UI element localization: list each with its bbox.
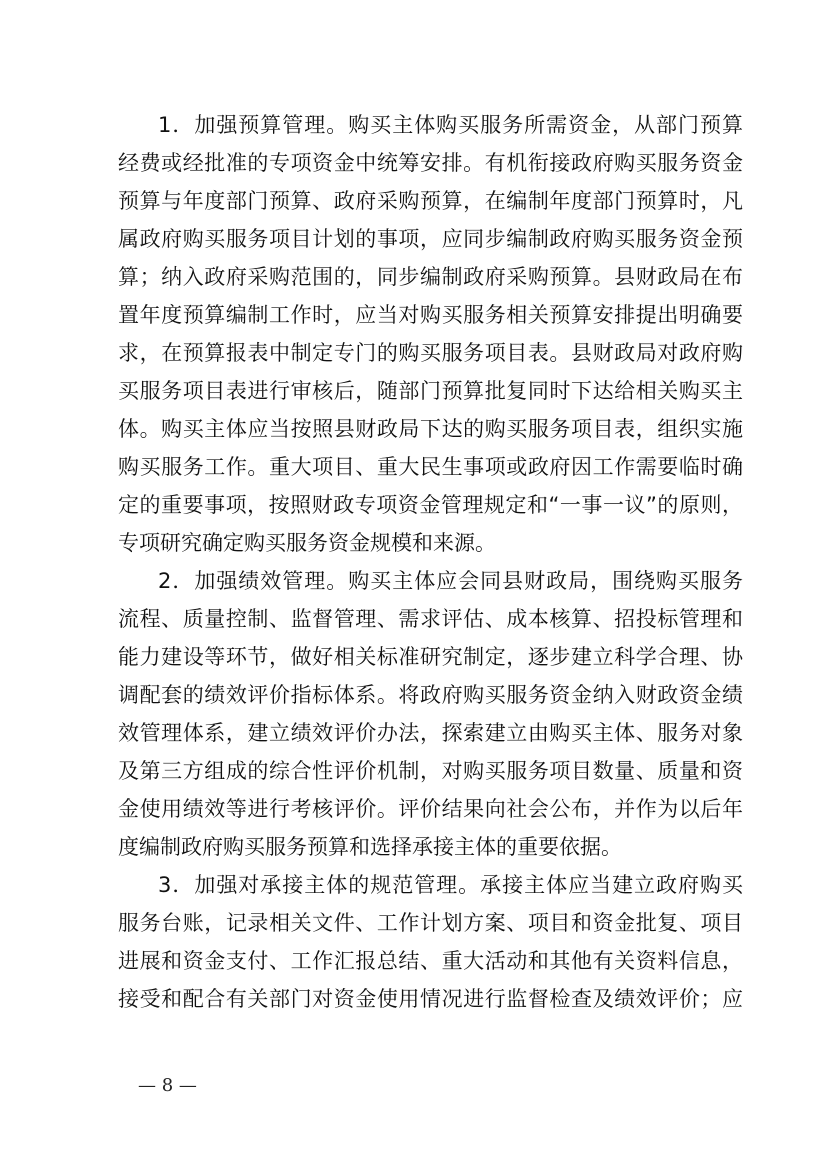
paragraph-3-line: 进展和资金支付、工作汇报总结、重大活动和其他有关资料信息， (118, 949, 743, 973)
paragraph-3-line: 服务台账，记录相关文件、工作计划方案、项目和资金批复、项目 (118, 911, 743, 935)
paragraph-3-line: 接受和配合有关部门对资金使用情况进行监督检查及绩效评价；应 (118, 987, 743, 1011)
paragraph-2-line: 流程、质量控制、监督管理、需求评估、成本核算、招投标管理和 (118, 607, 743, 631)
paragraph-1-line: 经费或经批准的专项资金中统筹安排。有机衔接政府购买服务资金 (118, 151, 743, 175)
paragraph-1-line: 体。购买主体应当按照县财政局下达的购买服务项目表，组织实施 (118, 417, 743, 441)
paragraph-2-line: 2．加强绩效管理。购买主体应会同县财政局，围绕购买服务 (158, 569, 743, 593)
paragraph-1-line: 买服务项目表进行审核后，随部门预算批复同时下达给相关购买主 (118, 379, 743, 403)
paragraph-1-line: 属政府购买服务项目计划的事项，应同步编制政府购买服务资金预 (118, 227, 743, 251)
paragraph-1-line: 购买服务工作。重大项目、重大民生事项或政府因工作需要临时确 (118, 455, 743, 479)
paragraph-3-line: 3．加强对承接主体的规范管理。承接主体应当建立政府购买 (158, 873, 743, 897)
paragraph-1-line: 置年度预算编制工作时，应当对购买服务相关预算安排提出明确要 (118, 303, 743, 327)
paragraph-2-line: 金使用绩效等进行考核评价。评价结果向社会公布，并作为以后年 (118, 797, 743, 821)
page-number: — 8 — (138, 1075, 197, 1096)
paragraph-2-line: 能力建设等环节，做好相关标准研究制定，逐步建立科学合理、协 (118, 645, 743, 669)
paragraph-1-line: 求，在预算报表中制定专门的购买服务项目表。县财政局对政府购 (118, 341, 743, 365)
paragraph-2-line: 效管理体系，建立绩效评价办法，探索建立由购买主体、服务对象 (118, 721, 743, 745)
paragraph-2-line: 及第三方组成的综合性评价机制，对购买服务项目数量、质量和资 (118, 759, 743, 783)
paragraph-2-line: 调配套的绩效评价指标体系。将政府购买服务资金纳入财政资金绩 (118, 683, 743, 707)
paragraph-1-line: 预算与年度部门预算、政府采购预算，在编制年度部门预算时，凡 (118, 189, 743, 213)
paragraph-1-line: 定的重要事项，按照财政专项资金管理规定和“一事一议”的原则， (118, 493, 743, 517)
paragraph-2-line: 度编制政府购买服务预算和选择承接主体的重要依据。 (118, 835, 622, 859)
paragraph-1-line: 1．加强预算管理。购买主体购买服务所需资金，从部门预算 (158, 113, 743, 137)
paragraph-1-line: 算；纳入政府采购范围的，同步编制政府采购预算。县财政局在布 (118, 265, 743, 289)
paragraph-1-line: 专项研究确定购买服务资金规模和来源。 (118, 531, 496, 555)
